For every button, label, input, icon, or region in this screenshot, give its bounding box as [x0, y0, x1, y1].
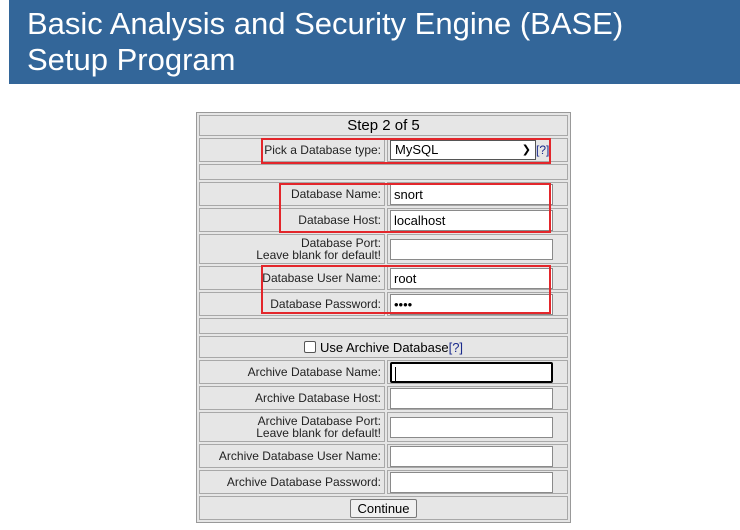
- archive-name-label: Archive Database Name:: [199, 360, 385, 384]
- db-password-input[interactable]: ••••: [390, 294, 553, 315]
- db-user-label: Database User Name:: [199, 266, 385, 290]
- spacer-row: [199, 318, 568, 334]
- use-archive-row: [199, 336, 568, 358]
- db-type-selected-value: MySQL: [395, 142, 439, 157]
- step-indicator: Step 2 of 5: [199, 115, 568, 136]
- archive-port-label-line-1: Archive Database Port:: [257, 414, 381, 428]
- chevron-down-icon: ❯: [521, 144, 531, 156]
- archive-password-label: Archive Database Password:: [199, 470, 385, 494]
- db-user-input[interactable]: root: [390, 268, 553, 289]
- archive-user-input[interactable]: [390, 446, 553, 467]
- text-caret: [395, 367, 396, 381]
- page-title-line-2: Setup Program: [27, 42, 236, 77]
- archive-port-label-line-2: Leave blank for default!: [256, 426, 381, 440]
- db-type-select[interactable]: [390, 140, 536, 160]
- page-title-line-1: Basic Analysis and Security Engine (BASE): [27, 6, 624, 41]
- db-port-input[interactable]: [390, 239, 553, 260]
- use-archive-label: Use Archive Database: [319, 339, 449, 355]
- archive-host-input[interactable]: [390, 388, 553, 409]
- use-archive-checkbox[interactable]: [304, 341, 316, 353]
- db-name-input[interactable]: snort: [390, 184, 553, 205]
- db-name-label: Database Name:: [199, 182, 385, 206]
- db-port-label-line-2: Leave blank for default!: [256, 248, 381, 262]
- setup-form-table: [196, 112, 571, 523]
- db-type-help-link[interactable]: [?]: [536, 143, 550, 157]
- db-port-label: [199, 234, 385, 264]
- archive-user-label: Archive Database User Name:: [199, 444, 385, 468]
- archive-host-label: Archive Database Host:: [199, 386, 385, 410]
- button-row: [199, 496, 568, 520]
- page-header: [9, 0, 740, 84]
- db-host-label: Database Host:: [199, 208, 385, 232]
- db-password-label: Database Password:: [199, 292, 385, 316]
- archive-name-input[interactable]: [390, 362, 553, 383]
- spacer-row: [199, 164, 568, 180]
- archive-password-input[interactable]: [390, 472, 553, 493]
- db-host-input[interactable]: localhost: [390, 210, 553, 231]
- db-type-label: Pick a Database type:: [199, 138, 385, 162]
- continue-button[interactable]: Continue: [350, 499, 416, 518]
- db-port-label-line-1: Database Port:: [300, 236, 381, 250]
- use-archive-help-link[interactable]: [?]: [448, 339, 464, 355]
- archive-port-label: [199, 412, 385, 442]
- archive-port-input[interactable]: [390, 417, 553, 438]
